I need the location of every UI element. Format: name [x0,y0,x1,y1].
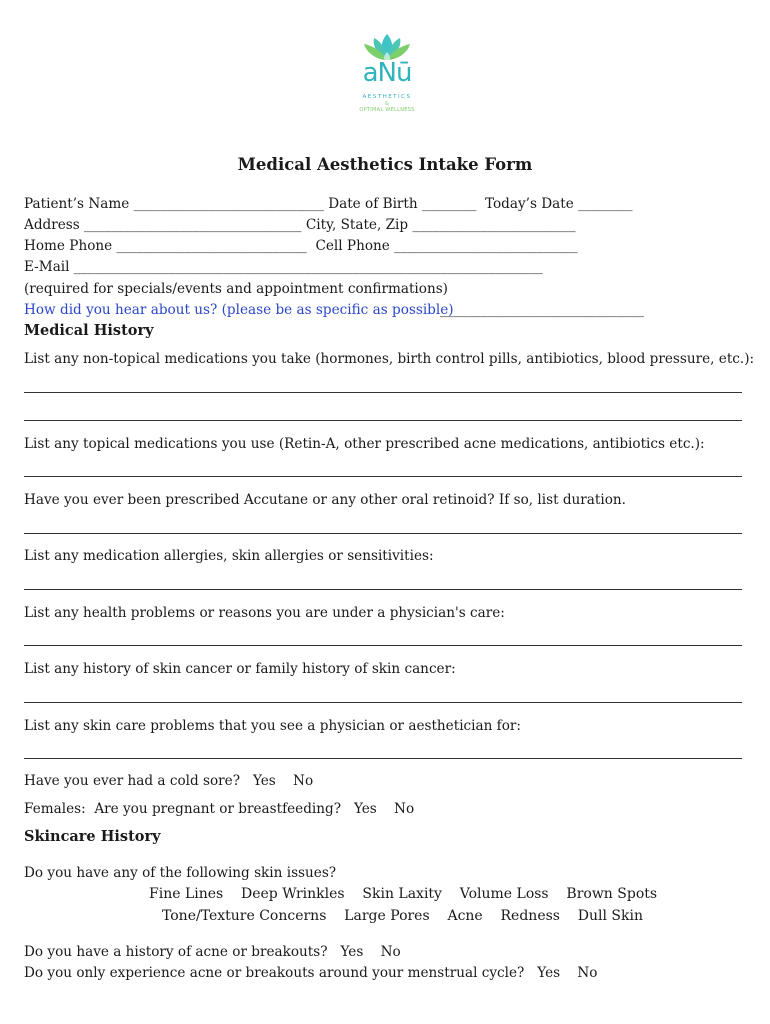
answer-line[interactable] [24,420,742,421]
logo-tagline-wellness: OPTIMAL WELLNESS [359,107,415,113]
question-topical-meds: List any topical medications you use (Retin-A, other prescribed acne medications, antibiotics etc.): [24,436,705,452]
logo-tagline-amp: & [385,101,389,107]
question-menstrual-acne[interactable]: Do you only experience acne or breakouts around your menstrual cycle? Yes No [24,965,598,981]
question-skin-cancer: List any history of skin cancer or family history of skin cancer: [24,661,456,677]
question-pregnant[interactable]: Females: Are you pregnant or breastfeeding? Yes No [24,801,415,817]
address-city-row[interactable]: Address ________________________________ City, State, Zip ________________________ [24,217,576,233]
answer-line[interactable] [24,702,742,703]
answer-line[interactable] [24,533,742,534]
referral-blank[interactable]: ______________________________ [440,302,644,318]
skin-issues-options-row2[interactable]: Tone/Texture Concerns Large Pores Acne Redness Dull Skin [162,908,643,924]
question-accutane: Have you ever been prescribed Accutane or any other oral retinoid? If so, list duration. [24,492,626,508]
medical-history-heading: Medical History [24,322,154,339]
skincare-history-heading: Skincare History [24,828,161,845]
question-cold-sore[interactable]: Have you ever had a cold sore? Yes No [24,773,314,789]
form-title: Medical Aesthetics Intake Form [237,155,533,174]
question-health-problems: List any health problems or reasons you are under a physician's care: [24,605,505,621]
phone-row[interactable]: Home Phone ____________________________ Cell Phone ___________________________ [24,238,578,254]
question-nontopical-meds: List any non-topical medications you take (hormones, birth control pills, antibiotics, blood pressure, etc.): [24,351,755,367]
logo-tagline-aesthetics: AESTHETICS [362,94,412,100]
answer-line[interactable] [24,589,742,590]
email-row[interactable]: E-Mail _____________________________________________________________________ [24,259,543,275]
question-acne-history[interactable]: Do you have a history of acne or breakouts? Yes No [24,944,401,960]
referral-question: How did you hear about us? (please be as specific as possible) [24,302,454,318]
answer-line[interactable] [24,476,742,477]
skin-issues-options-row1[interactable]: Fine Lines Deep Wrinkles Skin Laxity Volume Loss Brown Spots [149,886,658,902]
question-skin-issues: Do you have any of the following skin issues? [24,865,337,881]
email-note: (required for specials/events and appointment confirmations) [24,281,448,297]
answer-line[interactable] [24,645,742,646]
answer-line[interactable] [24,392,742,393]
answer-line[interactable] [24,758,742,759]
logo-brand-text: aNū [362,58,412,88]
question-allergies: List any medication allergies, skin allergies or sensitivities: [24,548,434,564]
patient-name-dob-row[interactable]: Patient’s Name ____________________________ Date of Birth ________ Today’s Date ________ [24,196,633,212]
question-skin-care-problems: List any skin care problems that you see a physician or aesthetician for: [24,718,521,734]
